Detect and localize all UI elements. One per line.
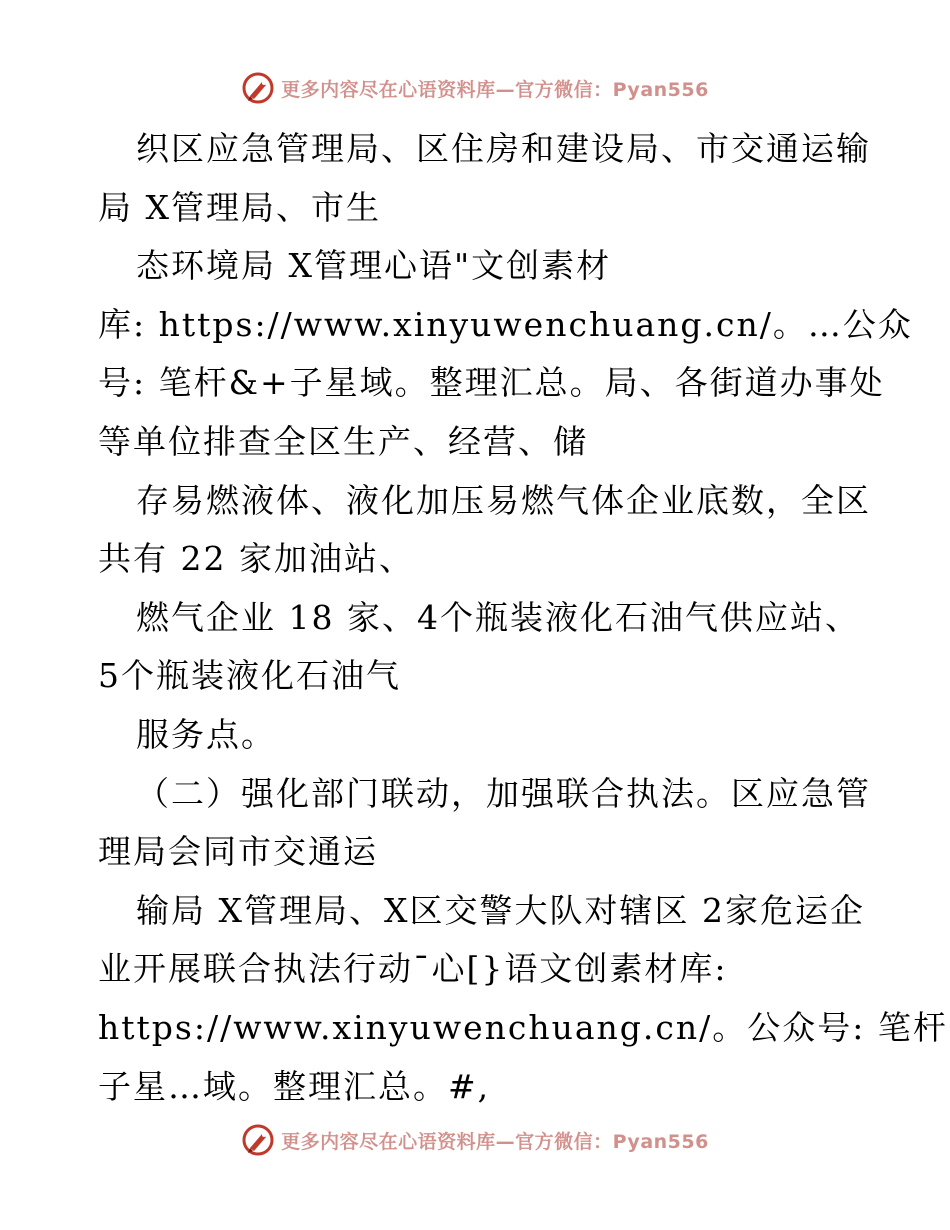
body-line: 等单位排查全区生产、经营、储 [98,421,588,461]
footer-banner-text: 更多内容尽在心语资料库—官方微信：Pyan556 [281,1130,709,1153]
header-banner-text: 更多内容尽在心语资料库—官方微信：Pyan556 [281,78,709,101]
footer-banner [0,1120,950,1160]
body-line: 服务点。 [136,714,276,754]
body-line: （二）强化部门联动，加强联合执法。区应急管 [136,773,871,813]
body-line: 库: https://www.xinyuwenchuang.cn/。…公众 [98,304,913,344]
body-line: 业开展联合执法行动¯心[}语文创素材库: [98,949,728,989]
body-line: 局 X管理局、市生 [98,187,381,227]
body-line: 理局会同市交通运 [98,832,378,872]
body-line: 燃气企业 18 家、4个瓶装液化石油气供应站、 [136,597,860,637]
body-line: 存易燃液体、液化加压易燃气体企业底数，全区 [136,480,871,520]
body-line: 态环境局 X管理心语"文创素材 [136,246,612,286]
logo-pen-icon [241,71,275,105]
body-line: 号: 笔杆&+子星域。整理汇总。局、各街道办事处 [98,363,885,403]
body-line: 子星…域。整理汇总。#, [98,1066,491,1106]
body-line: 输局 X管理局、X区交警大队对辖区 2家危运企 [136,890,865,930]
body-line: 共有 22 家加油站、 [98,539,414,579]
body-line: 5个瓶装液化石油气 [98,656,401,696]
logo-pen-icon [241,1123,275,1157]
body-line: 织区应急管理局、区住房和建设局、市交通运输 [136,129,871,168]
body-line: https://www.xinyuwenchuang.cn/。公众号: 笔杆 [98,1007,948,1047]
header-banner [0,68,950,108]
document-body [98,120,948,1116]
